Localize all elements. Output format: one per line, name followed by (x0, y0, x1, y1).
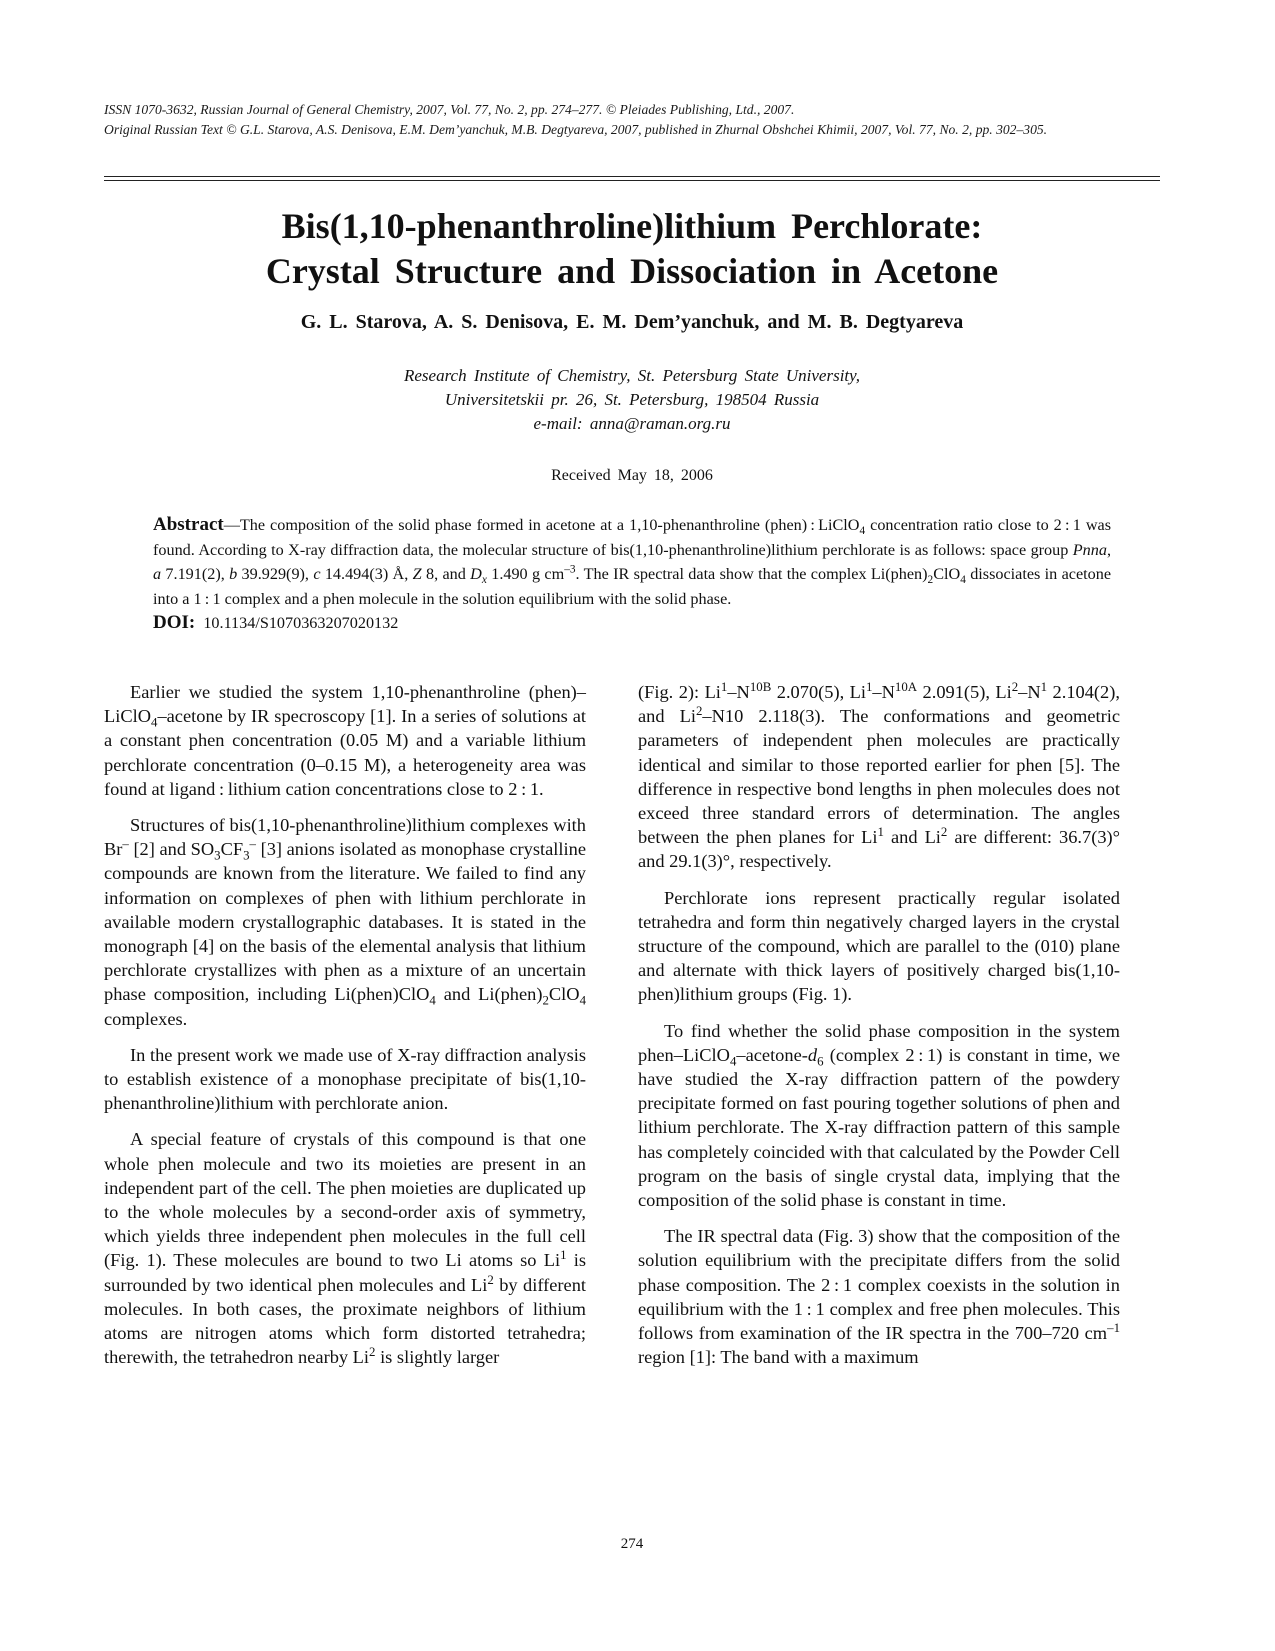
abstract-label: Abstract (153, 514, 224, 535)
journal-citation: ISSN 1070-3632, Russian Journal of General Chemistry, 2007, Vol. 77, No. 2, pp. 274–277. © Pleiades Publishing, Ltd., 2007. (104, 102, 795, 117)
affiliation (104, 364, 1160, 436)
original-text-note: Original Russian Text © G.L. Starova, A.S. Denisova, E.M. Dem’yanchuk, M.B. Degtyareva, 2007, published in Zhurnal Obshchei Khimii, 2007, Vol. 77, No. 2, pp. 302–305. (104, 122, 1048, 137)
affiliation-line-2: Universitetskii pr. 26, St. Petersburg, 198504 Russia (444, 390, 820, 409)
running-header (104, 100, 1160, 140)
article-title (104, 204, 1160, 294)
header-rule-top (104, 176, 1160, 177)
right-column (638, 680, 1120, 1381)
title-line-1: Bis(1,10-phenanthroline)lithium Perchlorate: (281, 206, 983, 246)
title-line-2: Crystal Structure and Dissociation in Acetone (265, 251, 999, 291)
doi-label: DOI: (153, 612, 196, 634)
paragraph: In the present work we made use of X-ray diffraction analysis to establish existence of a monophase precipitate of bis(1,10-phenanthroline)lithium with perchlorate anion. (104, 1044, 586, 1114)
doi-link[interactable]: 10.1134/S1070363207020132 (203, 614, 399, 633)
affiliation-line-1: Research Institute of Chemistry, St. Petersburg State University, (403, 366, 860, 385)
header-rule-bottom (104, 180, 1160, 181)
paragraph: Structures of bis(1,10-phenanthroline)lithium complexes with Br– [2] and $SO_3CF_3^-$ [3] anions isolated as monophase crystalline compounds are known from the literature. We failed to find any information on complexes of phen with lithium perchlorate in available modern crystallographic databases. It is stated in the monograph [4] on the basis of the elemental analysis that lithium perchlorate crystallizes with phen as a mixture of an uncertain phase composition, including Li(phen)ClO$_4$ and $Li(phen)_2ClO_4$ complexes. (104, 815, 586, 1029)
page-number: 274 (620, 1536, 644, 1552)
paragraph: A special feature of crystals of this compound is that one whole phen molecule and two its moieties are present in an independent part of the cell. The phen moieties are duplicated up to the whole molecules by a second-order axis of symmetry, which yields three independent phen molecules in the full cell (Fig. 1). These molecules are bound to two Li atoms so Li$^1$ is surrounded by two identical phen molecules and Li$^2$ by different molecules. In both cases, the proximate neighbors of lithium atoms are nitrogen atoms which form distorted tetrahedra; therewith, the tetrahedron nearby Li$^2$ is slightly larger (104, 1129, 587, 1368)
paragraph: Earlier we studied the system 1,10-phenanthroline (phen)–LiClO$_4$–acetone by IR specroscopy [1]. In a series of solutions at a constant phen concentration (0.05 M) and a variable lithium perchlorate concentration (0–0.15 M), a heterogeneity area was found at ligand : lithium cation concentrations close to 2 : 1. (104, 682, 586, 799)
left-column (104, 680, 586, 1381)
paragraph: The IR spectral data (Fig. 3) show that the composition of the solution equilibrium with the precipitate differs from the solid phase composition. The 2 : 1 complex coexists in the solution in equilibrium with the 1 : 1 complex and free phen molecules. This follows from examination of the IR spectra in the 700–720 $cm^{-1}$ region [1]: The band with a maximum (638, 1226, 1120, 1368)
paragraph: To find whether the solid phase composition in the system phen–$LiClO_4-acetone-d_6$ (complex 2 : 1) is constant in time, we have studied the X-ray diffraction pattern of the powdery precipitate formed on fast pouring together solutions of phen and lithium perchlorate. The X-ray diffraction pattern of this sample has completely coincided with that calculated by the Powder Cell program on the basis of single crystal data, implying that the composition of the solid phase is constant in time. (638, 1020, 1120, 1211)
doi-line (153, 611, 1111, 636)
abstract (153, 513, 1111, 636)
received-date: Received May 18, 2006 (551, 467, 713, 484)
authors: G. L. Starova, A. S. Denisova, E. M. Dem’yanchuk, and M. B. Degtyareva (300, 311, 964, 333)
email: e-mail: anna@raman.org.ru (533, 414, 731, 433)
paragraph: (Fig. 2): $Li^1-N^{10B}$ 2.070(5), $Li^1-N^{10A}$ 2.091(5), $Li^2-N^1$ 2.104(2), and Li$^2$–N10 2.118(3). The conformations and geometric parameters of independent phen molecules are practically identical and similar to those reported earlier for phen [5]. The difference in respective bond lengths in phen molecules does not exceed three standard errors of determination. The angles between the phen planes for Li$^1$ and Li$^2$ are different: 36.7(3)° and 29.1(3)°, respectively. (638, 679, 1121, 872)
paragraph: Perchlorate ions represent practically regular isolated tetrahedra and form thin negatively charged layers in the crystal structure of the compound, which are parallel to the (010) plane and alternate with thick layers of positively charged bis(1,10-phen)lithium groups (Fig. 1). (638, 887, 1120, 1005)
abstract-body: Abstract—The composition of the solid phase formed in acetone at a 1,10-phenanthroline (phen) : LiClO$_4$ concentration ratio close to 2 : 1 was found. According to X-ray diffraction data, the molecular structure of bis(1,10-phenanthroline)lithium perchlorate is as follows: space group Pnna, a 7.191(2), b 39.929(9), c 14.494(3) Å, Z 8, and $D_x$ 1.490 g $cm^{-3}$. The IR spectral data show that the complex $Li(phen)_2ClO_4$ dissociates in acetone into a 1 : 1 complex and a phen molecule in the solution equilibrium with the solid phase. (153, 514, 1112, 608)
